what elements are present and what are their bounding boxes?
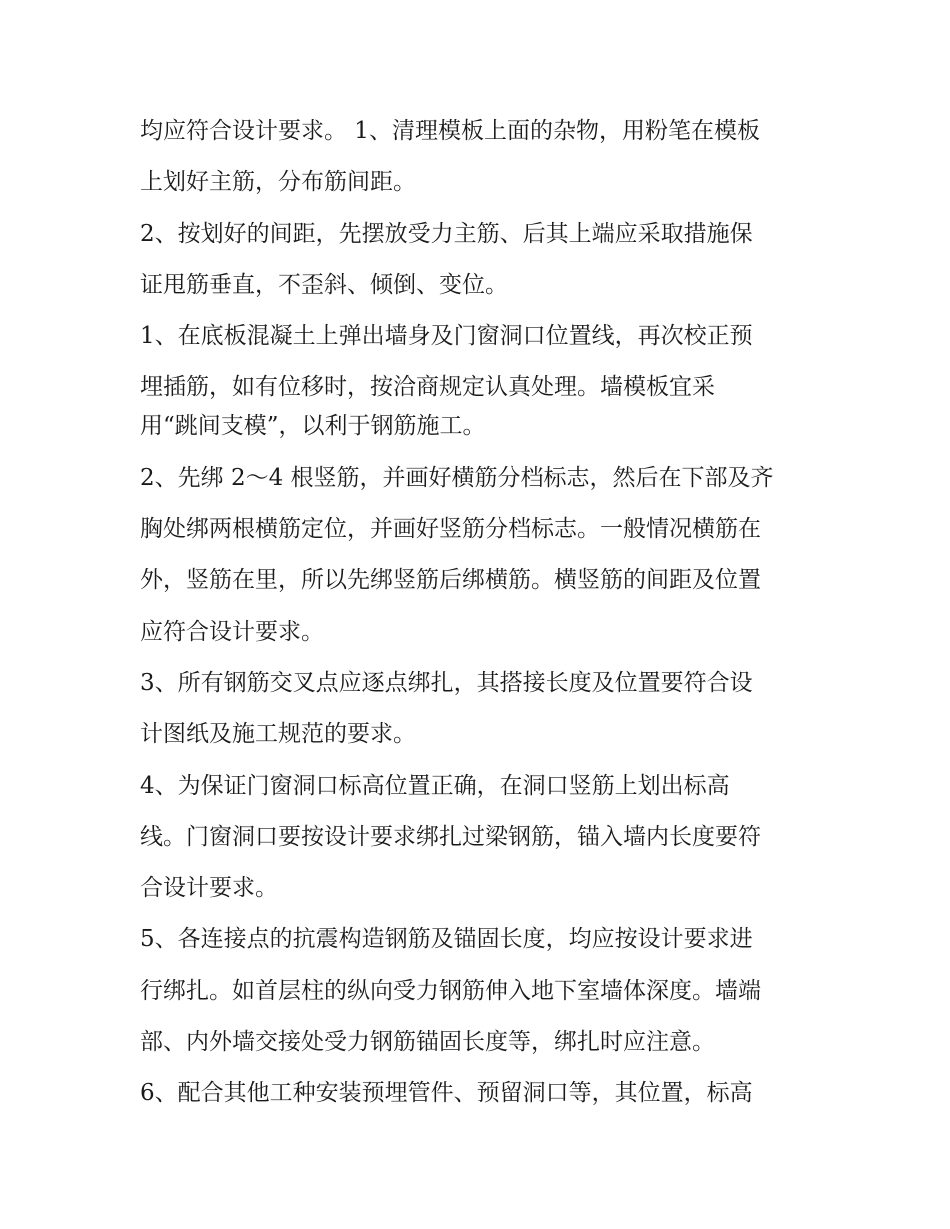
- text-line: 计图纸及施工规范的要求。: [140, 721, 416, 748]
- text-line: 6、配合其他工种安装预埋管件、预留洞口等，其位置，标高: [140, 1080, 753, 1107]
- text-line: 证甩筋垂直，不歪斜、倾倒、变位。: [140, 271, 508, 298]
- text-line: 均应符合设计要求。 1、清理模板上面的杂物，用粉笔在模板: [140, 118, 760, 144]
- text-line: 2、按划好的间距，先摆放受力主筋、后其上端应采取措施保: [140, 220, 753, 247]
- text-line: 4、为保证门窗洞口标高位置正确，在洞口竖筋上划出标高: [140, 772, 730, 799]
- text-line: 2、先绑 2～4 根竖筋，并画好横筋分档标志，然后在下部及齐: [140, 464, 774, 491]
- text-line: 胸处绑两根横筋定位，并画好竖筋分档标志。一般情况横筋在: [140, 516, 761, 543]
- text-line: 部、内外墙交接处受力钢筋锚固长度等，绑扎时应注意。: [140, 1029, 715, 1056]
- text-line: 埋插筋，如有位移时，按洽商规定认真处理。墙模板宜采: [140, 374, 715, 401]
- text-line: 应符合设计要求。: [140, 618, 324, 645]
- text-line: 行绑扎。如首层柱的纵向受力钢筋伸入地下室墙体深度。墙端: [140, 977, 761, 1004]
- body-text: [140, 106, 820, 1120]
- text-line: 5、各连接点的抗震构造钢筋及锚固长度，均应按设计要求进: [140, 926, 753, 953]
- text-line: 1、在底板混凝土上弹出墙身及门窗洞口位置线，再次校正预: [140, 323, 753, 350]
- text-line: 用“跳间支模”，以利于钢筋施工。: [140, 413, 486, 440]
- text-line: 线。门窗洞口要按设计要求绑扎过梁钢筋，锚入墙内长度要符: [140, 823, 761, 850]
- text-line: 外，竖筋在里，所以先绑竖筋后绑横筋。横竖筋的间距及位置: [140, 567, 761, 594]
- text-line: 合设计要求。: [140, 875, 278, 902]
- text-line: 上划好主筋，分布筋间距。: [140, 169, 416, 196]
- text-line: 3、所有钢筋交叉点应逐点绑扎，其搭接长度及位置要符合设: [140, 669, 753, 696]
